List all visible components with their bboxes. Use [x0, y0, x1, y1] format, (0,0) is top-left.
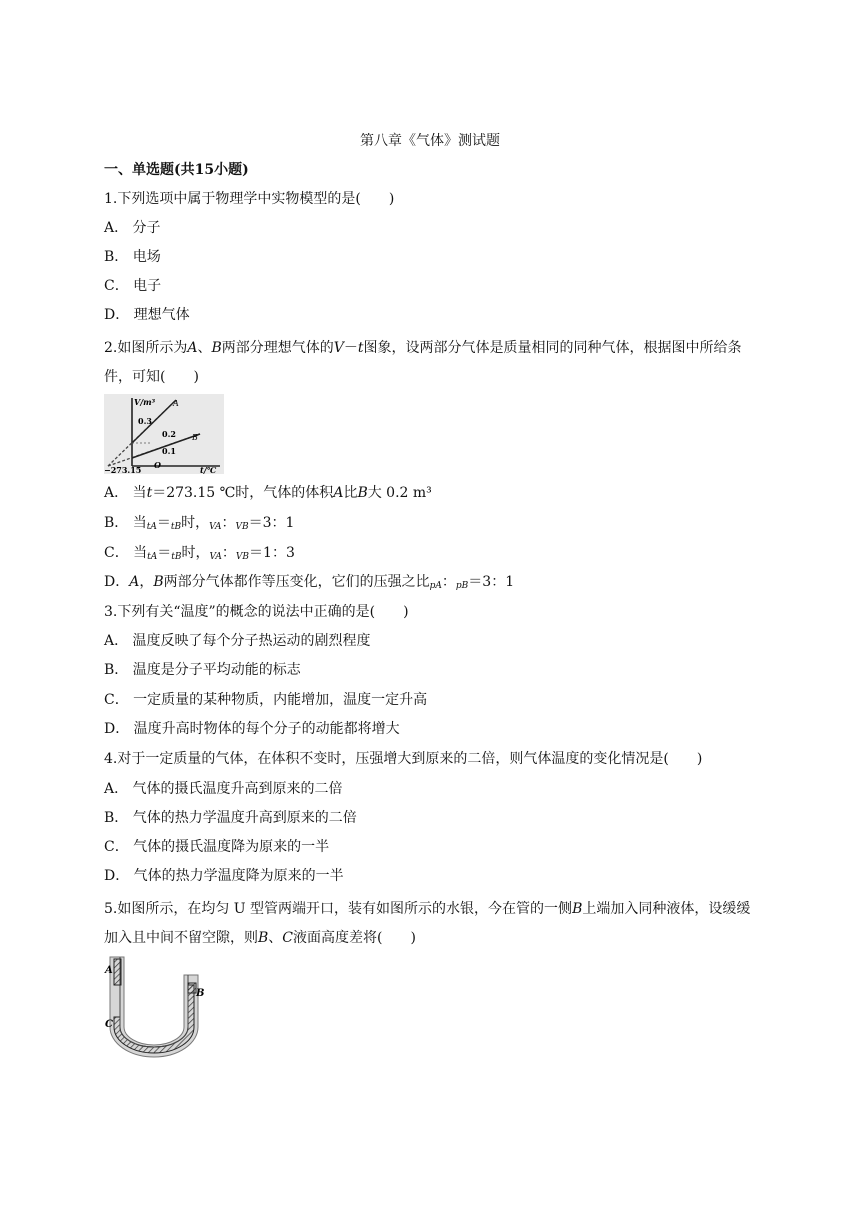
q4-option-d: D． 气体的热力学温度降为原来的一半 — [104, 868, 344, 884]
q1-option-d: D． 理想气体 — [104, 307, 190, 323]
q3-option-b: B． 温度是分子平均动能的标志 — [104, 662, 301, 678]
question-3-stem: 3.下列有关“温度”的概念的说法中正确的是( ) — [104, 604, 409, 620]
graph-label-a: A — [173, 399, 179, 408]
page-title: 第八章《气体》测试题 — [360, 133, 500, 149]
q2-option-c: C． 当$_{tA}=_{tB}$时，$_{VA}$：$_{VB}$＝1：3 — [104, 545, 295, 562]
tube-label-c: C — [105, 1019, 113, 1030]
question-5-stem: 5.如图所示，在均匀 U 型管两端开口，装有如图所示的水银，今在管的一侧B上端加入同种液体，设缓缓加入且中间不留空隙，则B、C液面高度差将( ) — [104, 901, 751, 946]
graph-tick-01: 0.1 — [162, 446, 176, 456]
tube-label-a: A — [105, 965, 113, 976]
q4-option-a: A． 气体的摄氏温度升高到原来的二倍 — [104, 781, 343, 797]
q1-option-c: C． 电子 — [104, 278, 162, 294]
q3-option-c: C． 一定质量的某种物质，内能增加，温度一定升高 — [104, 692, 428, 708]
graph-origin: O — [154, 460, 161, 470]
q2-option-d: D．A，B两部分气体都作等压变化，它们的压强之比$_{pA}$：$_{pB}$＝3：1 — [104, 574, 515, 591]
question-1-stem: 1.下列选项中属于物理学中实物模型的是( ) — [104, 191, 395, 207]
graph-x-neg: −273.15 — [104, 465, 142, 474]
tube-label-b: B — [196, 988, 204, 999]
q1-option-b: B． 电场 — [104, 249, 161, 265]
q1-option-a: A． 分子 — [104, 220, 161, 236]
u-tube-figure — [104, 955, 204, 1059]
q2-option-a: A． 当t＝273.15 ℃时，气体的体积A比B大 0.2 m³ — [104, 485, 432, 501]
vt-graph-figure — [104, 394, 224, 474]
graph-tick-02: 0.2 — [162, 429, 176, 439]
graph-xlabel: t/℃ — [200, 465, 217, 474]
section-heading: 一、单选题(共15小题) — [104, 162, 249, 178]
q3-option-d: D． 温度升高时物体的每个分子的动能都将增大 — [104, 721, 400, 737]
q3-option-a: A． 温度反映了每个分子热运动的剧烈程度 — [104, 633, 371, 649]
q4-option-c: C． 气体的摄氏温度降为原来的一半 — [104, 839, 330, 855]
q4-option-b: B． 气体的热力学温度升高到原来的二倍 — [104, 810, 357, 826]
graph-tick-03: 0.3 — [138, 416, 152, 426]
question-4-stem: 4.对于一定质量的气体，在体积不变时，压强增大到原来的二倍，则气体温度的变化情况是( ) — [104, 751, 703, 767]
question-2-stem: 2.如图所示为A、B两部分理想气体的V－t图象，设两部分气体是质量相同的同种气体，根据图中所给条件，可知( ) — [104, 340, 742, 385]
graph-ylabel: V/m³ — [134, 397, 156, 407]
q2-option-b: B． 当$_{tA}=_{tB}$时，$_{VA}$：$_{VB}$＝3：1 — [104, 515, 295, 532]
graph-label-b: B — [192, 433, 198, 442]
